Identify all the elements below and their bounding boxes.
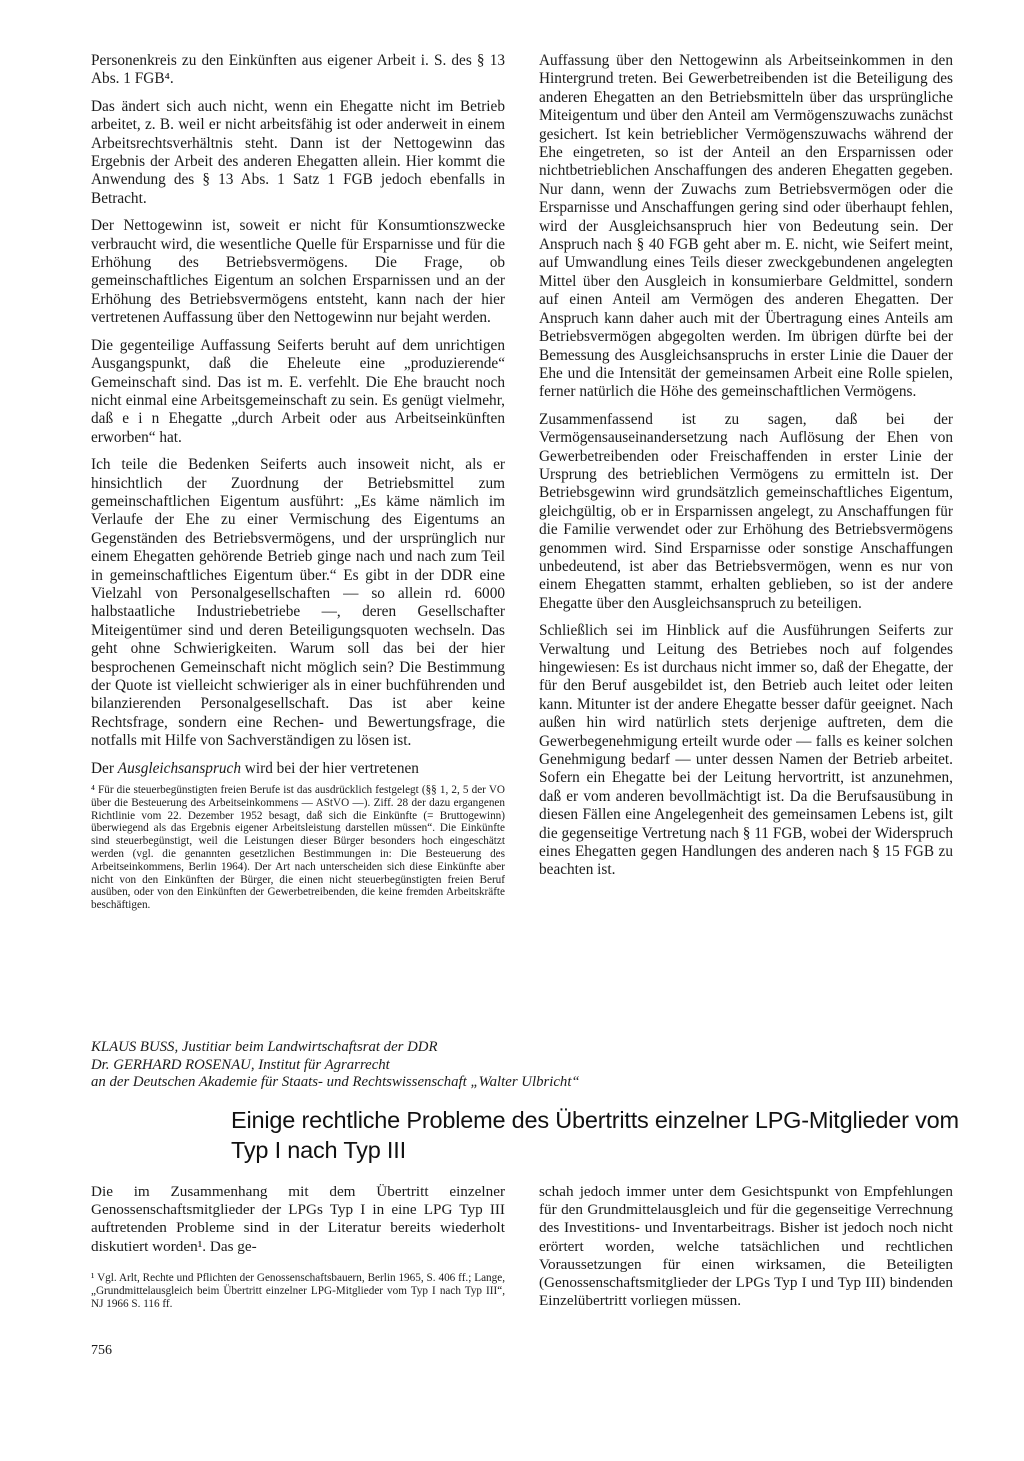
emphasized-term: Ausgleichsanspruch <box>117 759 241 777</box>
footnote-text: ⁴ Für die steuerbegünstigten freien Berufe ist das ausdrücklich festgelegt (§§ 1, 2, 5 der VO über die Besteuerung des Arbeitseinkommens — AStVO —). Ziff. 28 der dazu ergangenen Richtlinie vom 22. Dezember 1952 besagt, daß sich die Einkünfte (= Bruttogewinn) überwiegend als das Ergebnis eigener Arbeitsleistung darstellen müssen“. Die Einkünfte sind steuerbegünstigt, weil die Leistungen dieser Bürger besonders hoch eingeschätzt werden (vgl. die genannten gesetzlichen Bestimmungen in: Die Besteuerung des Arbeitseinkommens, Berlin 1964). Der Art nach unterscheiden sich diese Einkünfte aber nicht von den Einkünften der Bürger, die einen nicht steuerbegünstigten freien Beruf ausüben, oder von den Einkünften der Gewerbetreibenden, die keine fremden Arbeitskräfte beschäftigen. <box>91 784 505 912</box>
author-line: Dr. GERHARD ROSENAU, Institut für Agrarrecht <box>91 1056 390 1073</box>
footnote-1: ¹ Vgl. Arlt, Rechte und Pflichten der Genossenschaftsbauern, Berlin 1965, S. 406 ff.; Lange, „Grundmittelausgleich beim Übertritt einzelner LPG-Mitglieder vom Typ I nach Typ III“, NJ 1966 S. 116 ff. <box>91 1272 505 1310</box>
paragraph: Der Nettogewinn ist, soweit er nicht für Konsumtionszwecke verbraucht wird, die wesentliche Quelle für Ersparnisse und für die Erhöhung des Betriebsvermögens. Die Frage, ob gemeinschaftliches Eigentum an solchen Ersparnissen und an der Erhöhung des Betriebsvermögens entsteht, kann nach der hier vertretenen Auffassung über den Nettogewinn nur bejaht werden. <box>91 217 505 327</box>
paragraph: Ich teile die Bedenken Seiferts auch insoweit nicht, als er hinsichtlich der Zuordnung der Betriebsmittel zum gemeinschaftlichen Eigentum ausführt: „Es käme nämlich im Verlaufe der Ehe zu einer Vermischung des Eigentums an Gegenständen des Betriebsvermögens, und der ursprünglich nur einem Ehegatten gehörende Betrieb ginge nach und nach zum Teil in gemeinschaftliches Eigentum über.“ Es gibt in der DDR eine Vielzahl von Personalgesellschaften — so allein rd. 6000 halbstaatliche Industriebetriebe —, deren Gesellschafter Miteigentümer sind und deren Beteiligungsquoten wechseln. Das geht ohne Schwierigkeiten. Warum soll das bei der hier besprochenen Gemeinschaft nicht möglich sein? Die Bestimmung der Quote ist vielleicht schwieriger als in einer buchführenden und bilanzierenden Personalgesellschaft. Das ist aber keine Rechtsfrage, sondern eine Rechen- und Bewertungsfrage, die notfalls mit Hilfe von Sachverständigen zu lösen ist. <box>91 456 505 750</box>
paragraph: Die im Zusammenhang mit dem Übertritt einzelner Genossenschaftsmitglieder der LPGs Typ I in eine LPG Typ III auftretenden Probleme sind in der Literatur bereits wiederholt diskutiert worden¹. Das ge- <box>91 1183 505 1255</box>
page-number: 756 <box>91 1343 112 1358</box>
author-block <box>91 1039 951 1092</box>
author-line: an der Deutschen Akademie für Staats- und Rechtswissenschaft „Walter Ulbricht“ <box>91 1074 580 1091</box>
paragraph: Personenkreis zu den Einkünften aus eigener Arbeit i. S. des § 13 Abs. 1 FGB⁴. <box>91 52 505 88</box>
left-column-top <box>91 52 505 921</box>
author-line: KLAUS BUSS, Justitiar beim Landwirtschaftsrat der DDR <box>91 1039 438 1055</box>
paragraph: schah jedoch immer unter dem Gesichtspunkt von Empfehlungen für den Grundmittelausgleich und für die gegenseitige Verrechnung des Investitions- und Inventarbeitrags. Bisher ist jedoch noch nicht erörtert worden, welche tatsächlichen und rechtlichen Voraussetzungen für einen wirksamen, die Beteiligten (Genossenschaftsmitglieder der LPGs Typ I und Typ III) bindenden Einzelübertritt vorliegen müssen. <box>539 1183 953 1310</box>
paragraph-continued <box>91 760 505 778</box>
paragraph: Das ändert sich auch nicht, wenn ein Ehegatte nicht im Betrieb arbeitet, z. B. weil er nicht arbeitsfähig ist oder anderweit in einem Arbeitsrechtsverhältnis steht. Dann ist der Nettogewinn das Ergebnis der Arbeit des anderen Ehegatten allein. Hier kommt die Anwendung des § 13 Abs. 1 Satz 1 FGB jedoch ebenfalls in Betracht. <box>91 97 505 207</box>
paragraph: Zusammenfassend ist zu sagen, daß bei der Vermögensauseinandersetzung nach Auflösung der Ehen von Gewerbetreibenden oder Freischaffenden in erster Linie der Ursprung des betrieblichen Vermögens zu ermitteln ist. Der Betriebsgewinn wird grundsätzlich gemeinschaftliches Eigentum, gleichgültig, ob er in Ersparnissen angelegt, zu Anschaffungen für die Familie verwendet oder zur Erhöhung des Betriebsvermögens genommen wird. Sind Ersparnisse oder sonstige Anschaffungen unbedeutend, ist aber das Betriebsvermögen, wenn es nur von einem Ehegatten stammt, erhalten geblieben, so ist der andere Ehegatte über den Ausgleichsanspruch zu beteiligen. <box>539 410 953 612</box>
paragraph: Schließlich sei im Hinblick auf die Ausführungen Seiferts zur Verwaltung und Leitung des Betriebes noch auf folgendes hingewiesen: Es ist durchaus nicht immer so, daß der Ehegatte, der für den Beruf ausgebildet ist, den Betrieb auch leitet oder leiten kann. Mitunter ist der andere Ehegatte besser dafür geeignet. Nach außen hin wird natürlich stets derjenige auftreten, dem die Gewerbegenehmigung erteilt wurde oder — falls es keiner solchen Genehmigung bedarf — unter dessen Namen der Betrieb arbeitet. Sofern ein Ehegatte bei der Leitung hervortritt, ist anzunehmen, daß er vom anderen bevollmächtigt ist. Da die Berufsausübung in diesen Fällen eine Angelegenheit des gemeinsamen Lebens ist, gilt die gegenseitige Vertretung nach § 11 FGB, wobei der Widerspruch eines Ehegatten gegen Handlungen des anderen nach § 15 FGB zu beachten ist. <box>539 622 953 879</box>
left-column-bottom <box>91 1183 505 1265</box>
right-column-bottom <box>539 1183 953 1319</box>
footnote-4 <box>91 784 505 912</box>
text-segment: Der <box>91 759 118 777</box>
right-column-top <box>539 52 953 889</box>
article-title: Einige rechtliche Probleme des Übertritts einzelner LPG-Mitglieder vom Typ I nach Typ III <box>231 1107 959 1163</box>
paragraph: Die gegenteilige Auffassung Seiferts beruht auf dem unrichtigen Ausgangspunkt, daß die Eheleute eine „produzierende“ Gemeinschaft sind. Das ist m. E. verfehlt. Die Ehe braucht noch nicht einmal eine Arbeitsgemeinschaft zu sein. Es genügt vielmehr, daß e i n Ehegatte „durch Arbeit oder aus Arbeitseinkünften erworben“ hat. <box>91 336 505 446</box>
text-segment: wird bei der hier vertretenen <box>240 759 419 777</box>
paragraph: Auffassung über den Nettogewinn als Arbeitseinkommen in den Hintergrund treten. Bei Gewerbetreibenden ist die Beteiligung des anderen Ehegatten an den Betriebsmitteln über das ursprüngliche Miteigentum und über den Anteil am Vermögenszuwachs zunächst gesichert. Ist kein betrieblicher Vermögenszuwachs während der Ehe eingetreten, so ist der Anteil an den Ersparnissen oder nichtbetrieblichen Anschaffungen des anderen Ehegatten gegeben. Nur dann, wenn der Zuwachs zum Betriebsvermögen oder die Ersparnisse und Anschaffungen gering sind oder überhaupt fehlen, wird der Ausgleichsanspruch hier von Bedeutung sein. Der Anspruch nach § 40 FGB geht aber m. E. nicht, wie Seifert meint, auf Umwandlung eines Teils dieser zweckgebundenen angelegten Mittel über den Ausgleich in konsumierbare Geldmittel, sondern auf einen Anteil am Vermögen des anderen Ehegatten. Der Anspruch kann daher auch mit der Übertragung eines Anteils am Betriebsvermögen abgegolten werden. Im übrigen dürfte bei der Bemessung des Ausgleichsanspruchs in erster Linie die Dauer der Ehe und die Intensität der gemeinsamen Arbeit eine Rolle spielen, ferner natürlich die Höhe des gemeinschaftlichen Vermögens. <box>539 52 953 401</box>
